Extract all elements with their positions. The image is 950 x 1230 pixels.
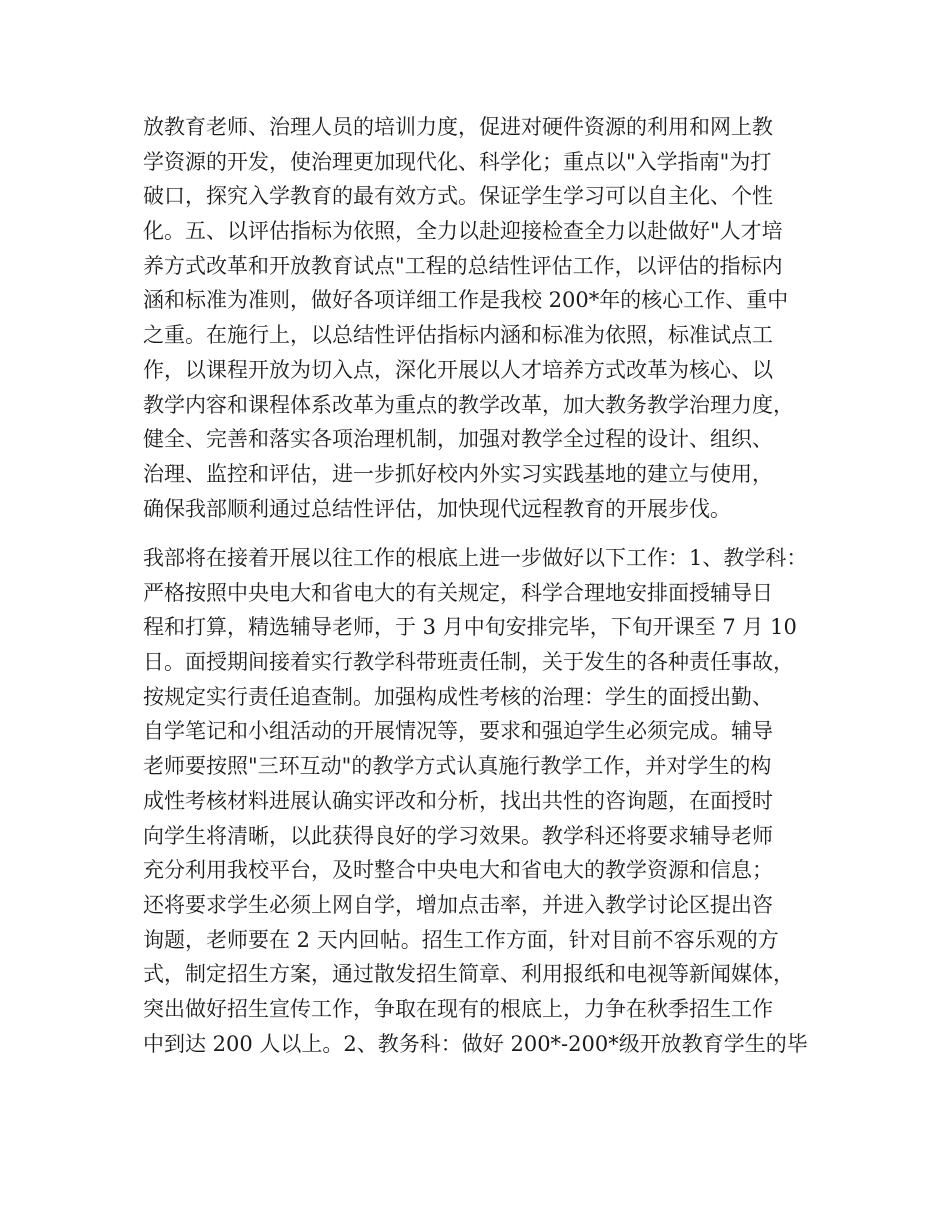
text-line: 作，以课程开放为切入点，深化开展以人才培养方式改革为核心、以 (143, 357, 773, 382)
text-line: 日。面授期间接着实行教学科带班责任制，关于发生的各种责任事故， (143, 650, 794, 675)
text-line: 放教育老师、治理人员的培训力度，促进对硬件资源的利用和网上教 (143, 115, 773, 139)
text-line: 我部将在接着开展以往工作的根底上进一步做好以下工作：1、教学科： (143, 546, 808, 570)
text-line: 中到达 200 人以上。2、教务科：做好 200*-200*级开放教育学生的毕 (143, 1031, 808, 1056)
text-line: 突出做好招生宣传工作，争取在现有的根底上，力争在秋季招生工作 (143, 996, 773, 1021)
text-line: 治理、监控和评估，进一步抓好校内外实习实践基地的建立与使用， (143, 461, 773, 486)
text-line: 化。五、以评估指标为依照，全力以赴迎接检查全力以赴做好"人才培 (143, 219, 783, 244)
text-line: 学资源的开发，使治理更加现代化、科学化；重点以"入学指南"为打 (143, 149, 772, 174)
text-line: 充分利用我校平台，及时整合中央电大和省电大的教学资源和信息； (143, 858, 773, 883)
text-line: 教学内容和课程体系改革为重点的教学改革，加大教务教学治理力度， (143, 392, 794, 417)
text-line: 还将要求学生必须上网自学，增加点击率，并进入教学讨论区提出咨 (143, 892, 773, 917)
text-line: 涵和标准为准则，做好各项详细工作是我校 200*年的核心工作、重中 (143, 288, 789, 313)
text-line: 确保我部顺利通过总结性评估，加快现代远程教育的开展步伐。 (143, 496, 731, 521)
text-line: 养方式改革和开放教育试点"工程的总结性评估工作，以评估的指标内 (143, 253, 783, 278)
text-line: 询题，老师要在 2 天内回帖。招生工作方面，针对目前不容乐观的方 (143, 927, 779, 952)
text-line: 破口，探究入学教育的最有效方式。保证学生学习可以自主化、个性 (143, 184, 773, 209)
text-line: 严格按照中央电大和省电大的有关规定，科学合理地安排面授辅导日 (143, 580, 773, 605)
paragraph-work-plan (143, 541, 823, 1061)
text-line: 程和打算，精选辅导老师，于 3 月中旬安排完毕，下旬开课至 7 月 10 (143, 615, 797, 640)
text-line: 按规定实行责任追查制。加强构成性考核的治理：学生的面授出勤、 (143, 684, 773, 709)
text-line: 老师要按照"三环互动"的教学方式认真施行教学工作，并对学生的构 (143, 754, 772, 779)
text-line: 健全、完善和落实各项治理机制，加强对教学全过程的设计、组织、 (143, 427, 773, 452)
paragraph-evaluation (143, 110, 823, 526)
text-line: 向学生将清晰，以此获得良好的学习效果。教学科还将要求辅导老师 (143, 823, 773, 848)
text-line: 自学笔记和小组活动的开展情况等，要求和强迫学生必须完成。辅导 (143, 719, 773, 744)
text-line: 之重。在施行上，以总结性评估指标内涵和标准为依照，标准试点工 (143, 323, 773, 348)
text-line: 式，制定招生方案，通过散发招生简章、利用报纸和电视等新闻媒体， (143, 962, 794, 987)
text-line: 成性考核材料进展认确实评改和分析，找出共性的咨询题，在面授时 (143, 788, 773, 813)
